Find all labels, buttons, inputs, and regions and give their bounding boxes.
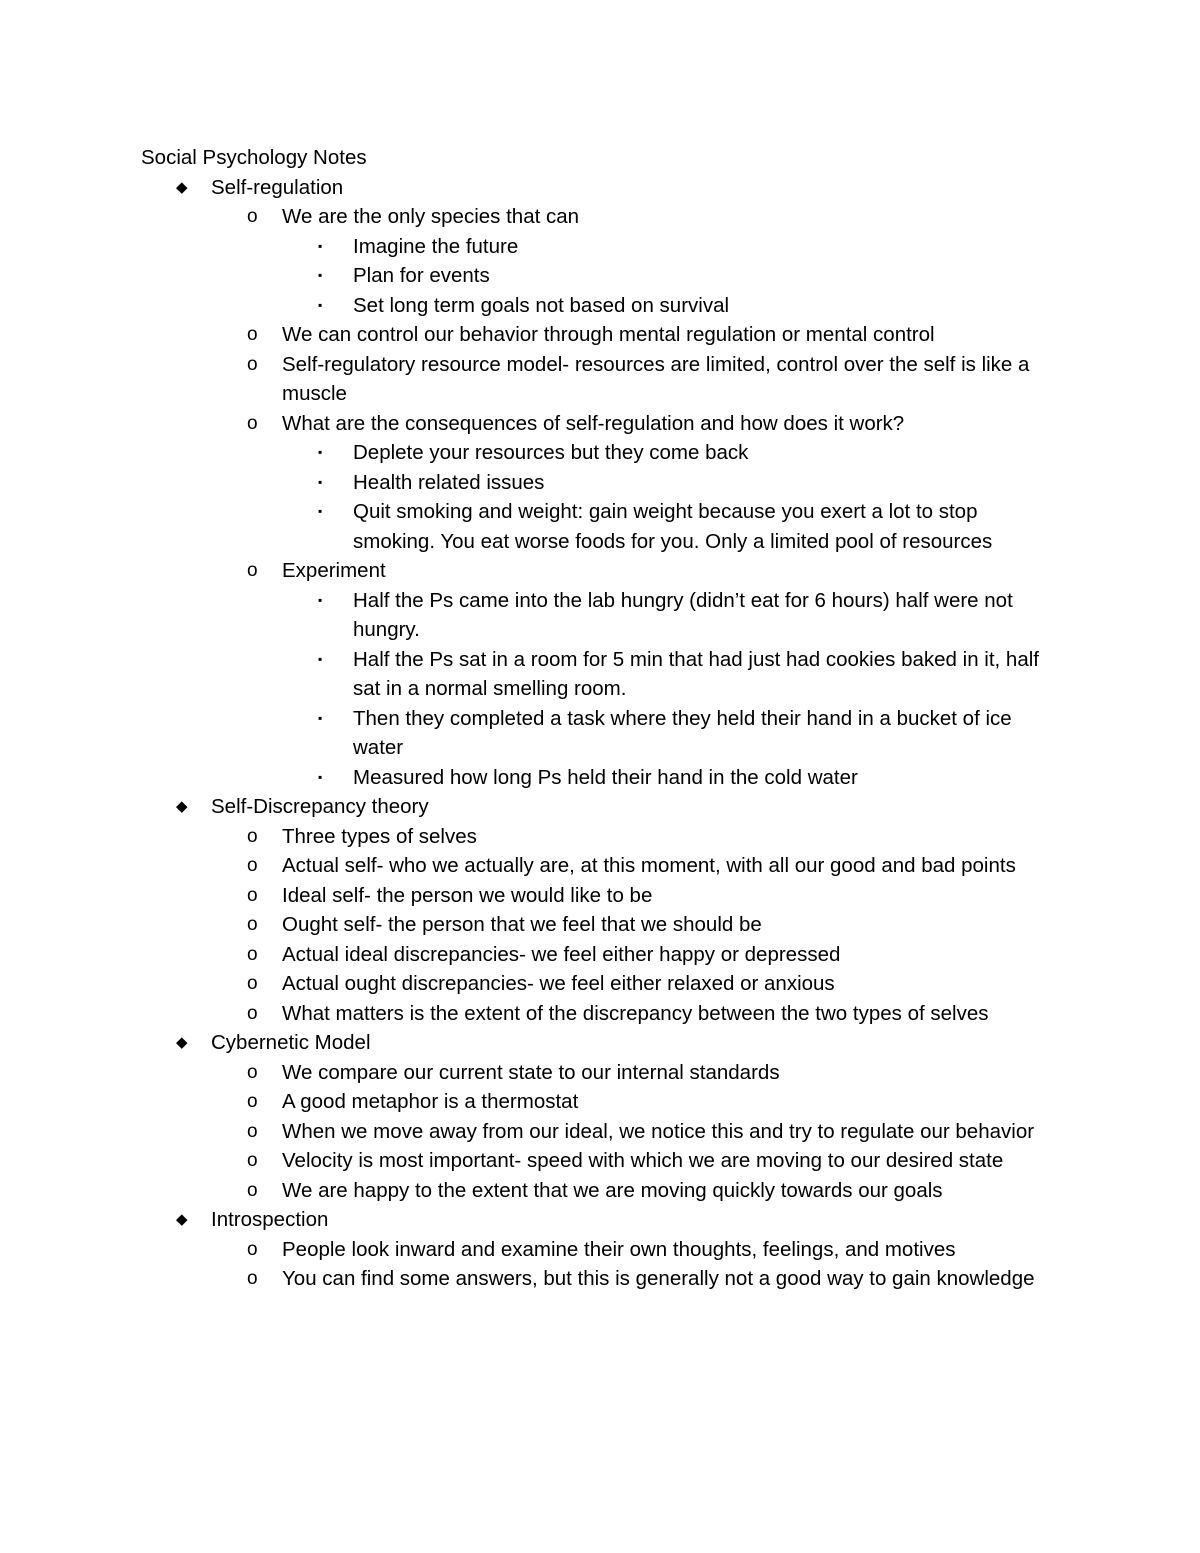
detail-item — [0, 497, 1062, 556]
subpoint-item — [0, 1117, 1062, 1147]
item-text: Velocity is most important- speed with which we are moving to our desired state — [282, 1149, 1004, 1172]
item-text: Plan for events — [353, 264, 490, 287]
diamond-bullet-icon: ◆ — [176, 798, 188, 815]
item-text: Actual self- who we actually are, at this moment, with all our good and bad points — [282, 854, 1016, 877]
item-text: Deplete your resources but they come back — [353, 441, 749, 464]
detail-item — [0, 438, 1062, 468]
subpoint-item — [0, 202, 1062, 232]
circle-bullet-icon: o — [247, 884, 258, 906]
square-bullet-icon: ▪ — [318, 268, 323, 282]
square-bullet-icon: ▪ — [318, 238, 323, 253]
circle-bullet-icon: o — [247, 1268, 258, 1289]
detail-item — [0, 468, 1062, 498]
item-text: When we move away from our ideal, we notice this and try to regulate our behavior — [282, 1119, 1035, 1143]
document-title: Social Psychology Notes — [141, 146, 367, 169]
item-text: Ought self- the person that we feel that we should be — [282, 913, 762, 936]
item-text: Actual ought discrepancies- we feel either relaxed or anxious — [282, 972, 835, 995]
circle-bullet-icon: o — [247, 973, 258, 994]
subpoint-item — [0, 1058, 1062, 1088]
square-bullet-icon: ▪ — [318, 651, 323, 666]
item-text: Self-regulation — [211, 175, 344, 199]
circle-bullet-icon: o — [247, 353, 258, 375]
item-text: We are the only species that can — [282, 205, 580, 228]
item-text: You can find some answers, but this is generally not a good way to gain knowledge — [282, 1267, 1035, 1290]
item-text: Experiment — [282, 559, 386, 582]
circle-bullet-icon: o — [247, 1120, 258, 1142]
item-text: What are the consequences of self-regulation and how does it work? — [282, 411, 905, 435]
item-text: Set long term goals not based on survival — [353, 293, 730, 317]
detail-item — [0, 645, 1062, 704]
square-bullet-icon: ▪ — [318, 474, 323, 489]
square-bullet-icon: ▪ — [318, 769, 323, 784]
item-text: Actual ideal discrepancies- we feel either happy or depressed — [282, 942, 841, 966]
circle-bullet-icon: o — [247, 1002, 258, 1024]
topic-item — [0, 173, 1062, 203]
circle-bullet-icon: o — [247, 914, 258, 935]
subpoint-item — [0, 1176, 1062, 1206]
square-bullet-icon: ▪ — [318, 297, 323, 312]
square-bullet-icon: ▪ — [318, 504, 323, 518]
item-text: Then they completed a task where they held their hand in a bucket of ice water — [353, 706, 1012, 759]
circle-bullet-icon: o — [247, 206, 258, 227]
circle-bullet-icon: o — [247, 1091, 258, 1112]
detail-item — [0, 291, 1062, 321]
item-text: Health related issues — [353, 470, 545, 494]
circle-bullet-icon: o — [247, 412, 258, 434]
detail-item — [0, 704, 1062, 763]
subpoint-item — [0, 1235, 1062, 1265]
circle-bullet-icon: o — [247, 560, 258, 581]
subpoint-item — [0, 969, 1062, 999]
subpoint-item — [0, 881, 1062, 911]
item-text: We compare our current state to our internal standards — [282, 1060, 780, 1084]
subpoint-item — [0, 910, 1062, 940]
subpoint-item — [0, 822, 1062, 852]
item-text: Ideal self- the person we would like to be — [282, 883, 653, 907]
detail-item — [0, 586, 1062, 645]
item-text: Measured how long Ps held their hand in the cold water — [353, 765, 858, 789]
item-text: Imagine the future — [353, 234, 519, 258]
item-text: Half the Ps sat in a room for 5 min that had just had cookies baked in it, half sat in a normal smelling room. — [353, 647, 1039, 700]
square-bullet-icon: ▪ — [318, 445, 323, 459]
item-text: Half the Ps came into the lab hungry (didn’t eat for 6 hours) half were not hungry. — [353, 588, 1013, 641]
circle-bullet-icon: o — [247, 1179, 258, 1201]
subpoint-item — [0, 999, 1062, 1029]
subpoint-item — [0, 940, 1062, 970]
item-text: Three types of selves — [282, 824, 477, 848]
circle-bullet-icon: o — [247, 855, 258, 876]
diamond-bullet-icon: ◆ — [176, 1211, 188, 1228]
item-text: A good metaphor is a thermostat — [282, 1090, 579, 1113]
circle-bullet-icon: o — [247, 1238, 258, 1260]
diamond-bullet-icon: ◆ — [176, 1034, 188, 1051]
notes-outline — [0, 173, 1200, 1294]
item-text: Quit smoking and weight: gain weight because you exert a lot to stop smoking. You eat worse foods for you. Only a limited pool of resources — [353, 500, 993, 553]
square-bullet-icon: ▪ — [318, 710, 323, 725]
item-text: People look inward and examine their own thoughts, feelings, and motives — [282, 1237, 956, 1261]
detail-item — [0, 763, 1062, 793]
subpoint-item — [0, 556, 1062, 586]
diamond-bullet-icon: ◆ — [176, 178, 188, 196]
subpoint-item — [0, 320, 1062, 350]
item-text: Introspection — [211, 1208, 329, 1231]
item-text: We are happy to the extent that we are moving quickly towards our goals — [282, 1178, 943, 1202]
circle-bullet-icon: o — [247, 825, 258, 847]
circle-bullet-icon: o — [247, 1150, 258, 1171]
subpoint-item — [0, 1146, 1062, 1176]
detail-item — [0, 232, 1062, 262]
circle-bullet-icon: o — [247, 324, 258, 345]
item-text: What matters is the extent of the discrepancy between the two types of selves — [282, 1001, 989, 1025]
subpoint-item — [0, 350, 1062, 409]
detail-item — [0, 261, 1062, 291]
subpoint-item — [0, 1087, 1062, 1117]
subpoint-item — [0, 409, 1062, 439]
topic-item — [0, 1028, 1062, 1058]
item-text: Cybernetic Model — [211, 1031, 371, 1054]
item-text: We can control our behavior through mental regulation or mental control — [282, 323, 935, 346]
topic-item — [0, 792, 1062, 822]
topic-item — [0, 1205, 1062, 1235]
item-text: Self-regulatory resource model- resources are limited, control over the self is like a muscle — [282, 352, 1030, 405]
subpoint-item — [0, 1264, 1062, 1294]
circle-bullet-icon: o — [247, 943, 258, 965]
item-text: Self-Discrepancy theory — [211, 795, 429, 818]
circle-bullet-icon: o — [247, 1061, 258, 1083]
subpoint-item — [0, 851, 1062, 881]
square-bullet-icon: ▪ — [318, 592, 323, 607]
